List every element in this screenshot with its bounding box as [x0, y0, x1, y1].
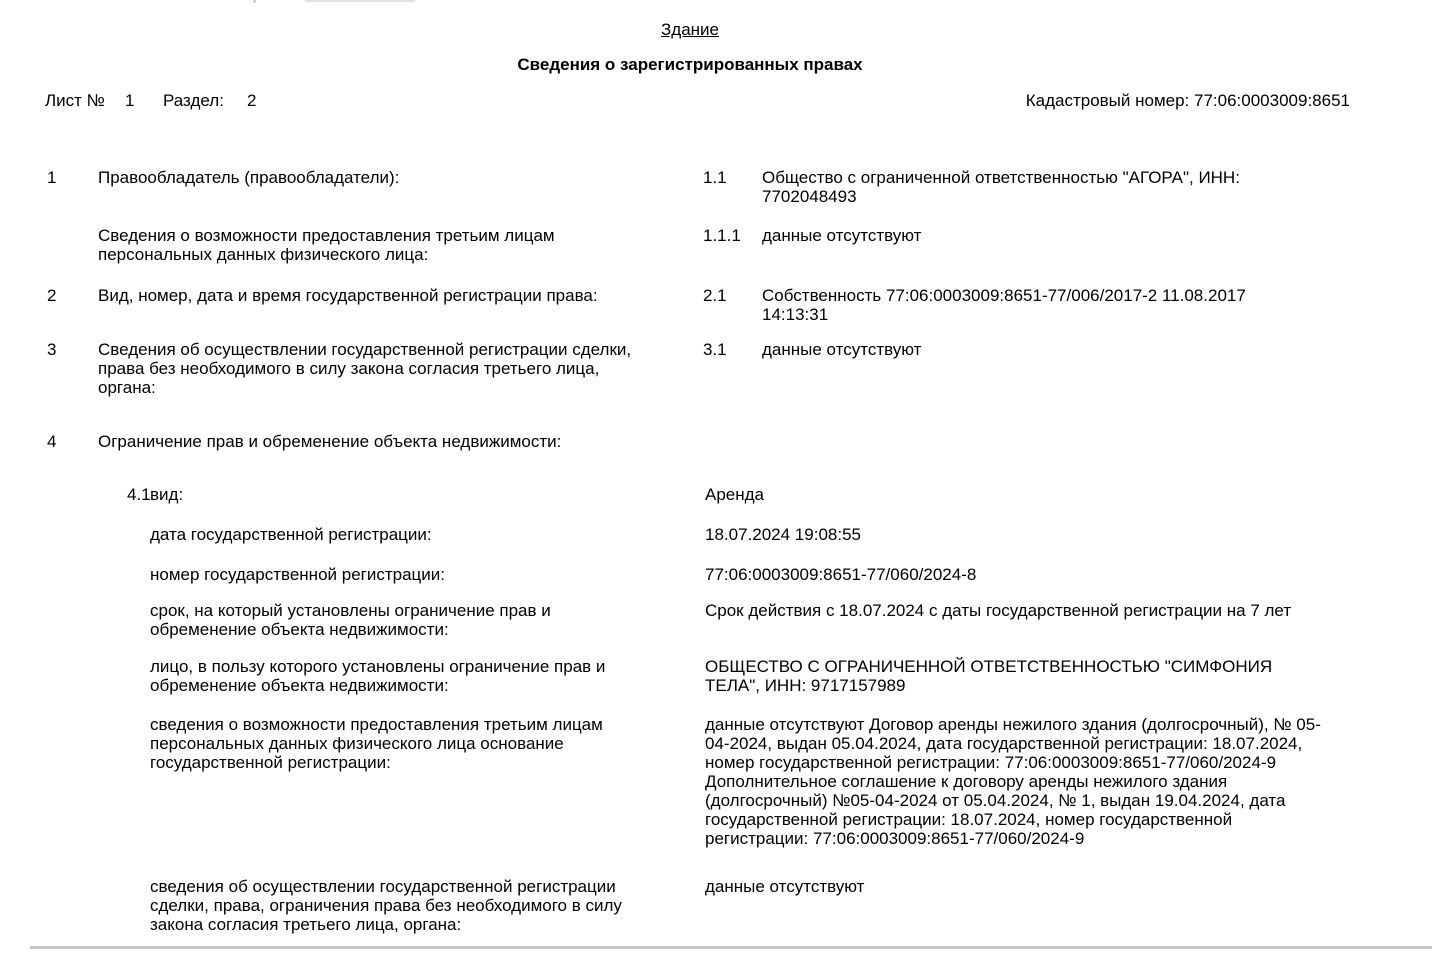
sheet-meta-row	[0, 91, 1432, 110]
restriction-value: ОБЩЕСТВО С ОГРАНИЧЕННОЙ ОТВЕТСТВЕННОСТЬЮ "СИМФОНИЯ ТЕЛА", ИНН: 9717157989	[705, 657, 1273, 695]
row-label: Сведения о возможности предоставления третьим лицам персональных данных физического лица:	[98, 226, 555, 264]
sheet-number-value: 1	[125, 91, 135, 110]
restriction-label: вид:	[150, 485, 184, 504]
page-top-cutoff-line	[305, 0, 415, 2]
row-label: Правообладатель (правообладатели):	[98, 168, 400, 187]
restriction-value: Срок действия с 18.07.2024 с даты государственной регистрации на 7 лет	[705, 601, 1292, 620]
page-top-cutoff-speck	[253, 0, 256, 3]
row-value: Общество с ограниченной ответственностью "АГОРА", ИНН: 7702048493	[762, 168, 1240, 206]
row-number: 1	[47, 168, 57, 187]
row-value: данные отсутствуют	[762, 340, 922, 359]
object-type-text: Здание	[661, 20, 719, 39]
rights-section-title: Сведения о зарегистрированных правах	[517, 55, 863, 74]
sheet-number-label: Лист №	[45, 91, 105, 110]
row-label: Сведения об осуществлении государственной регистрации сделки, права без необходимого в силу закона согласия третьего лица, органа:	[98, 340, 632, 397]
restriction-label: сведения об осуществлении государственной регистрации сделки, права, ограничения права без необходимого в силу закона согласия третьего лица, органа:	[150, 877, 622, 934]
restriction-label: дата государственной регистрации:	[150, 525, 432, 544]
page-bottom-divider	[30, 946, 1432, 949]
section-label: Раздел:	[163, 91, 224, 110]
restriction-label: номер государственной регистрации:	[150, 565, 445, 584]
row-number: 3	[47, 340, 57, 359]
cadastral-number: Кадастровый номер: 77:06:0003009:8651	[1025, 91, 1350, 110]
section-value: 2	[247, 91, 257, 110]
row-label: Вид, номер, дата и время государственной регистрации права:	[98, 286, 598, 305]
restriction-label: сведения о возможности предоставления третьим лицам персональных данных физического лица основание государственной регистрации:	[150, 715, 603, 772]
row-value: данные отсутствуют	[762, 226, 922, 245]
restriction-label: срок, на который установлены ограничение прав и обременение объекта недвижимости:	[150, 601, 551, 639]
object-type-title	[30, 20, 1350, 39]
restriction-label: лицо, в пользу которого установлены ограничение прав и обременение объекта недвижимости:	[150, 657, 606, 695]
row-number: 4	[47, 432, 57, 451]
restriction-value: Аренда	[705, 485, 765, 504]
restriction-number: 4.1	[127, 485, 151, 504]
row-number: 2	[47, 286, 57, 305]
row-subnumber: 2.1	[703, 286, 727, 305]
restriction-value: данные отсутствуют	[705, 877, 865, 896]
row-subnumber: 1.1	[703, 168, 727, 187]
row-label: Ограничение прав и обременение объекта недвижимости:	[98, 432, 562, 451]
row-subnumber: 3.1	[703, 340, 727, 359]
restriction-value: 18.07.2024 19:08:55	[705, 525, 861, 544]
row-value: Собственность 77:06:0003009:8651-77/006/2017-2 11.08.2017 14:13:31	[762, 286, 1246, 324]
restriction-value: данные отсутствуют Договор аренды нежилого здания (долгосрочный), № 05-04-2024, выдан 05.04.2024, дата государственной регистрации: 18.07.2024, номер государственной регистрации: 77:06:0003009:8651-77/060/2024-9 Дополнительное соглашение к договору аренды нежилого здания (долгосрочный) №05-04-2024 от 05.04.2024, № 1, выдан 19.04.2024, дата государственной регистрации: 18.07.2024, номер государственной регистрации: 77:06:0003009:8651-77/060/2024-9	[705, 715, 1321, 848]
row-subnumber: 1.1.1	[703, 226, 741, 245]
restriction-value: 77:06:0003009:8651-77/060/2024-8	[705, 565, 977, 584]
